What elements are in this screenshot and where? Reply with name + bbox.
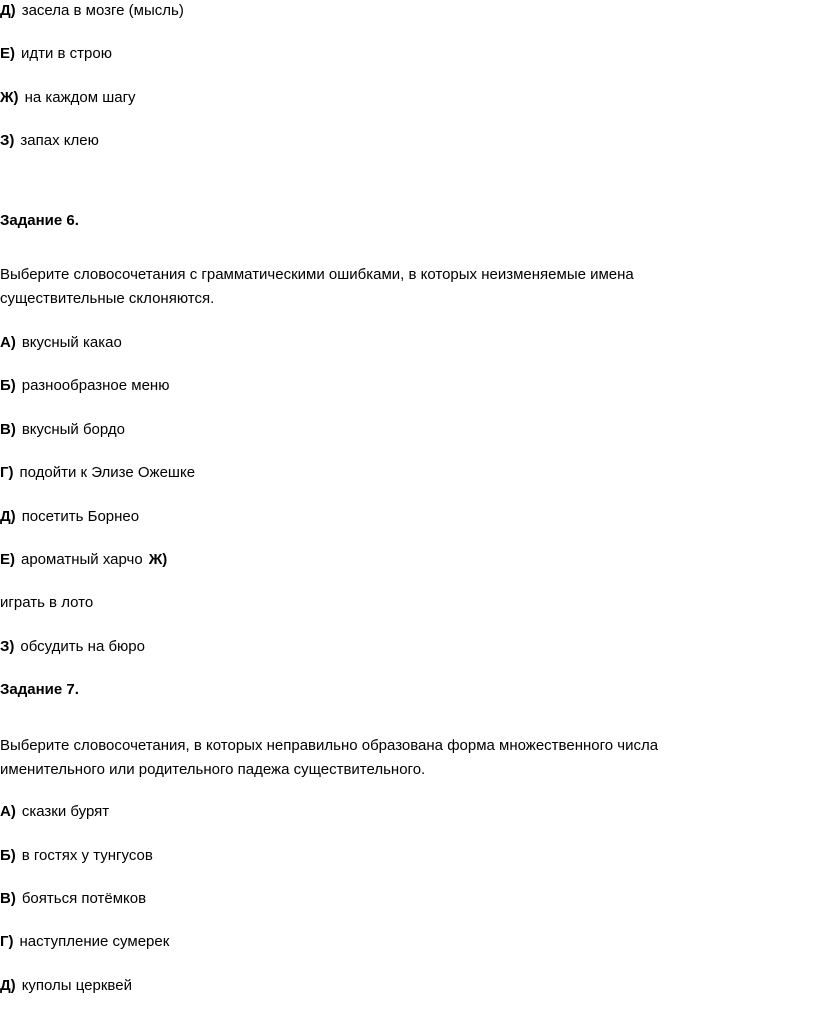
list-item <box>0 551 167 569</box>
list-item <box>0 89 136 107</box>
list-item <box>0 847 153 865</box>
option-text: на каждом шагу <box>24 89 136 106</box>
list-item <box>0 377 169 395</box>
option-text: ароматный харчо <box>21 551 143 568</box>
option-text: засела в мозге (мысль) <box>21 2 184 19</box>
task7-prompt-line1: Выберите словосочетания, в которых неправильно образована форма множественного числа <box>0 737 659 754</box>
option-text: идти в строю <box>21 45 112 62</box>
option-letter: В) <box>0 890 16 907</box>
option-text: разнообразное меню <box>21 377 170 394</box>
option-text: сказки бурят <box>21 803 110 820</box>
option-text: куполы церквей <box>21 977 132 994</box>
option-letter: А) <box>0 803 16 820</box>
option-letter: Е) <box>0 551 15 568</box>
task7-heading: Задание 7. <box>0 681 79 698</box>
option-text: бояться потёмков <box>21 890 147 907</box>
list-item <box>0 421 125 439</box>
task6-prompt-line2: существительные склоняются. <box>0 290 215 307</box>
option-letter: Г) <box>0 464 14 481</box>
list-item <box>0 2 184 20</box>
option-letter: З) <box>0 638 15 655</box>
option-text: обсудить на бюро <box>20 638 145 655</box>
option-letter: Д) <box>0 2 16 19</box>
option-letter: Г) <box>0 933 14 950</box>
option-text: посетить Борнео <box>21 508 140 525</box>
task6-prompt-line1: Выберите словосочетания с грамматическими ошибками, в которых неизменяемые имена <box>0 266 634 283</box>
list-item <box>0 933 169 951</box>
option-letter: Б) <box>0 377 16 394</box>
task7-prompt-line2: именительного или родительного падежа существительного. <box>0 761 426 778</box>
option-text: в гостях у тунгусов <box>21 847 153 864</box>
task6-heading: Задание 6. <box>0 212 79 229</box>
list-item <box>0 132 99 150</box>
option-text: вкусный какао <box>21 334 122 351</box>
option-letter: З) <box>0 132 15 149</box>
option-text: наступление сумерек <box>19 933 170 950</box>
option-text: запах клею <box>20 132 99 149</box>
list-item <box>0 638 145 656</box>
list-item <box>0 45 112 63</box>
option-text: играть в лото <box>0 594 94 611</box>
list-item <box>0 334 122 352</box>
list-item <box>0 508 139 526</box>
list-item <box>0 977 132 995</box>
option-letter: Д) <box>0 508 16 525</box>
list-item <box>0 803 109 821</box>
option-text: подойти к Элизе Ожешке <box>19 464 196 481</box>
option-letter: Б) <box>0 847 16 864</box>
option-letter: Д) <box>0 977 16 994</box>
option-text: вкусный бордо <box>21 421 125 438</box>
option-letter: А) <box>0 334 16 351</box>
option-letter: Ж) <box>0 89 19 106</box>
option-letter: В) <box>0 421 16 438</box>
list-item <box>0 890 146 908</box>
list-item <box>0 464 195 482</box>
list-item <box>0 594 93 612</box>
option-letter: Ж) <box>148 551 168 568</box>
option-letter: Е) <box>0 45 15 62</box>
